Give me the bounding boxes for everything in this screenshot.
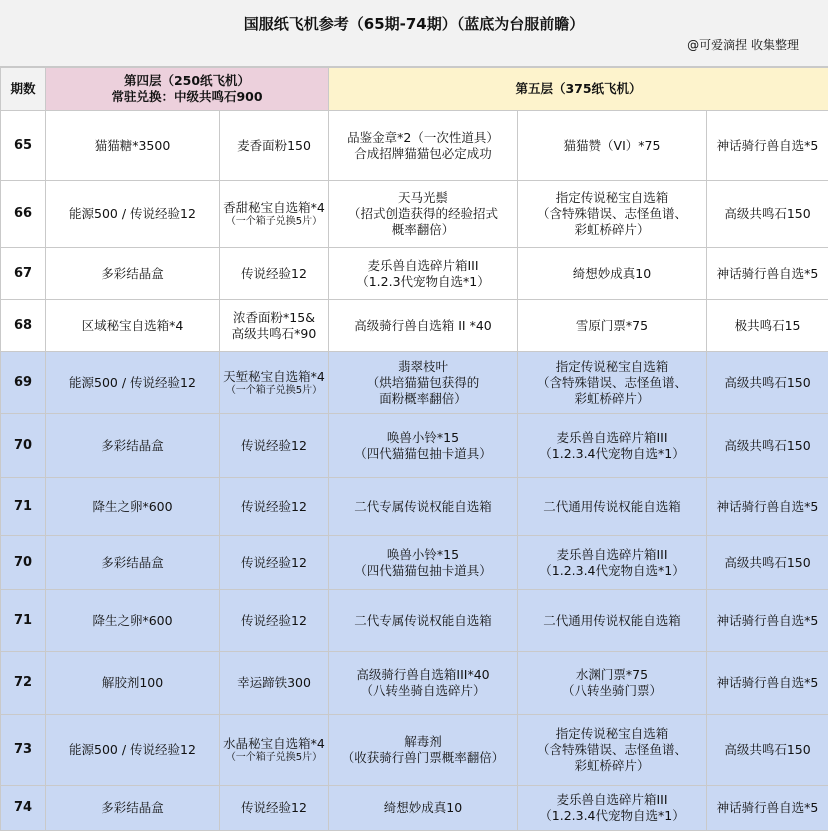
reward-text: 香甜秘宝自选箱*4 — [223, 200, 325, 215]
reward-text: 水晶秘宝自选箱*4 — [223, 736, 325, 751]
reward-text: 麦乐兽自选碎片箱III — [556, 792, 668, 807]
reward-text: （含特殊错误、志怪鱼谱、 — [536, 206, 687, 221]
period-cell: 73 — [1, 715, 46, 786]
tier5-reward-b-cell — [518, 414, 707, 478]
reward-text: 多彩结晶盒 — [101, 437, 164, 453]
tier5-reward-c-cell — [707, 181, 828, 248]
reward-text: 高级骑行兽自选箱III*40 — [356, 667, 490, 682]
tier5-reward-c-cell — [707, 300, 828, 352]
reward-text: 唤兽小铃*15 — [386, 429, 460, 445]
reward-text: 传说经验12 — [241, 800, 307, 815]
table-row — [1, 248, 828, 300]
reward-text: 指定传说秘宝自选箱 — [555, 358, 669, 374]
tier4-reward-b-cell — [220, 652, 329, 715]
reward-text: 能源500 / 传说经验12 — [69, 742, 196, 757]
reward-text: 二代专属传说权能自选箱 — [354, 612, 492, 628]
reward-text: 传说经验12 — [241, 437, 307, 453]
tier5-reward-b-cell — [518, 590, 707, 652]
reward-text: 神话骑行兽自选*5 — [716, 675, 819, 690]
tier4-reward-a-cell — [46, 111, 220, 181]
reward-text: （四代猫猫包抽卡道具） — [354, 445, 492, 461]
tier4-reward-a-cell — [46, 352, 220, 414]
reward-text: 猫猫赞（VI）*75 — [563, 137, 661, 153]
reward-text: 高级共鸣石150 — [724, 554, 811, 570]
tier5-reward-b-cell — [518, 181, 707, 248]
reward-text: 麦乐兽自选碎片箱III — [556, 546, 668, 562]
tier4-reward-a-cell — [46, 478, 220, 536]
reward-text: 高级共鸣石*90 — [231, 325, 317, 341]
reward-text: 唤兽小铃*15 — [386, 546, 460, 562]
reward-text: 麦乐兽自选碎片箱III — [556, 429, 668, 445]
reward-text: 天堑秘宝自选箱*4 — [223, 368, 325, 384]
tier5-reward-b-cell — [518, 352, 707, 414]
tier5-reward-c-cell — [707, 478, 828, 536]
reward-text: （1.2.3代宠物自选*1） — [356, 273, 490, 289]
tier4-reward-b-cell — [220, 300, 329, 352]
tier5-reward-c-cell — [707, 536, 828, 590]
reward-text: 神话骑行兽自选*5 — [716, 800, 819, 815]
tier5-reward-b-cell — [518, 536, 707, 590]
tier5-reward-c-cell — [707, 652, 828, 715]
period-cell: 67 — [1, 248, 46, 300]
reward-text: 面粉概率翻倍） — [379, 390, 467, 406]
reward-text: （含特殊错误、志怪鱼谱、 — [536, 742, 687, 757]
tier4-reward-a-cell — [46, 652, 220, 715]
tier4-column-header — [46, 68, 329, 111]
tier4-header-title: 第四层（250纸飞机） — [123, 73, 251, 88]
reward-text: 麦香面粉150 — [237, 137, 311, 153]
table-row — [1, 414, 828, 478]
tier5-reward-b-cell — [518, 786, 707, 831]
tier4-reward-b-cell — [220, 352, 329, 414]
tier4-reward-b-cell — [220, 536, 329, 590]
tier5-reward-c-cell — [707, 352, 828, 414]
reward-text: 品鉴金章*2（一次性道具） — [347, 129, 499, 145]
reward-text: 绮想妙成真10 — [383, 800, 463, 815]
table-row — [1, 181, 828, 248]
reward-text: 传说经验12 — [241, 498, 307, 514]
reward-text: 彩虹桥碎片） — [574, 222, 650, 237]
table-row — [1, 652, 828, 715]
reward-text: （1.2.3.4代宠物自选*1） — [539, 808, 685, 823]
reward-text: （一个箱子兑换5片） — [225, 752, 323, 763]
reward-text: 绮想妙成真10 — [572, 265, 652, 281]
tier5-reward-a-cell — [329, 590, 518, 652]
tier5-reward-a-cell — [329, 652, 518, 715]
table-row — [1, 786, 828, 831]
table-row — [1, 111, 828, 181]
tier4-reward-b-cell — [220, 181, 329, 248]
reward-text: （一个箱子兑换5片） — [225, 216, 323, 227]
tier5-reward-a-cell — [329, 786, 518, 831]
tier4-reward-b-cell — [220, 414, 329, 478]
reward-text: 能源500 / 传说经验12 — [69, 206, 196, 221]
reward-text: 神话骑行兽自选*5 — [716, 498, 819, 514]
tier5-reward-b-cell — [518, 248, 707, 300]
reward-text: （招式创造获得的经验招式 — [347, 206, 498, 221]
tier4-reward-b-cell — [220, 478, 329, 536]
tier4-reward-b-cell — [220, 590, 329, 652]
tier4-reward-b-cell — [220, 715, 329, 786]
period-cell: 70 — [1, 536, 46, 590]
reward-text: 神话骑行兽自选*5 — [716, 137, 819, 153]
period-cell: 72 — [1, 652, 46, 715]
tier4-reward-b-cell — [220, 248, 329, 300]
table-row — [1, 536, 828, 590]
reward-text: 天马光鬃 — [397, 190, 448, 205]
reward-text: 浓香面粉*15& — [233, 309, 315, 325]
period-cell: 69 — [1, 352, 46, 414]
reward-text: 神话骑行兽自选*5 — [716, 612, 819, 628]
reward-text: （四代猫猫包抽卡道具） — [354, 562, 492, 578]
reward-text: 二代专属传说权能自选箱 — [354, 498, 492, 514]
reward-text: 极共鸣石15 — [734, 317, 801, 333]
tier5-reward-a-cell — [329, 181, 518, 248]
tier5-reward-c-cell — [707, 248, 828, 300]
tier5-reward-a-cell — [329, 478, 518, 536]
reward-text: 猫猫糖*3500 — [94, 137, 171, 153]
reward-text: 降生之卵*600 — [92, 612, 173, 628]
tier5-reward-b-cell — [518, 111, 707, 181]
reward-text: （1.2.3.4代宠物自选*1） — [539, 562, 685, 578]
reward-text: 彩虹桥碎片） — [574, 390, 650, 406]
table-row — [1, 715, 828, 786]
table-row — [1, 300, 828, 352]
period-cell: 70 — [1, 414, 46, 478]
tier5-reward-b-cell — [518, 300, 707, 352]
reward-text: 多彩结晶盒 — [101, 800, 164, 815]
reward-text: 彩虹桥碎片） — [574, 758, 650, 773]
period-cell: 68 — [1, 300, 46, 352]
reward-text: 指定传说秘宝自选箱 — [555, 190, 669, 205]
reward-text: 传说经验12 — [241, 612, 307, 628]
tier5-column-header: 第五层（375纸飞机） — [329, 68, 828, 111]
reward-text: 解胶剂100 — [101, 675, 164, 690]
reward-text: 指定传说秘宝自选箱 — [555, 726, 669, 741]
sheet-title: 国服纸飞机参考（65期-74期）（蓝底为台服前瞻） — [243, 15, 585, 33]
reward-text: 多彩结晶盒 — [101, 265, 164, 281]
tier5-reward-a-cell — [329, 536, 518, 590]
tier5-reward-a-cell — [329, 352, 518, 414]
reward-text: 高级共鸣石150 — [724, 742, 811, 757]
reward-text: 解毒剂 — [404, 734, 442, 749]
tier4-reward-b-cell — [220, 111, 329, 181]
reward-text: 麦乐兽自选碎片箱III — [367, 257, 479, 273]
reward-text: 高级共鸣石150 — [724, 437, 811, 453]
reward-text: （1.2.3.4代宠物自选*1） — [539, 445, 685, 461]
reward-text: 概率翻倍） — [391, 222, 455, 237]
reward-table — [0, 67, 828, 831]
reward-text: 多彩结晶盒 — [101, 554, 164, 570]
reward-text: 传说经验12 — [241, 554, 307, 570]
reward-text: （收获骑行兽门票概率翻倍） — [341, 750, 505, 765]
reward-text: （八转坐骑自选碎片） — [360, 683, 486, 698]
reward-text: 二代通用传说权能自选箱 — [543, 612, 681, 628]
tier5-reward-c-cell — [707, 590, 828, 652]
period-cell: 74 — [1, 786, 46, 831]
tier4-reward-a-cell — [46, 715, 220, 786]
tier5-reward-a-cell — [329, 248, 518, 300]
period-cell: 71 — [1, 478, 46, 536]
reward-text: （烘培猫猫包获得的 — [366, 374, 480, 390]
tier5-reward-a-cell — [329, 715, 518, 786]
reward-text: 传说经验12 — [241, 265, 307, 281]
tier5-reward-c-cell — [707, 715, 828, 786]
tier5-reward-a-cell — [329, 414, 518, 478]
tier5-reward-c-cell — [707, 414, 828, 478]
reward-text: （一个箱子兑换5片） — [225, 384, 323, 396]
period-cell: 66 — [1, 181, 46, 248]
reward-text: 区域秘宝自选箱*4 — [81, 317, 184, 333]
tier5-reward-c-cell — [707, 111, 828, 181]
tier4-header-subtitle: 常驻兑换：中级共鸣石900 — [111, 89, 263, 104]
reward-text: （八转坐骑门票） — [561, 683, 662, 698]
reward-text: 神话骑行兽自选*5 — [716, 265, 819, 281]
reward-text: （含特殊错误、志怪鱼谱、 — [536, 374, 687, 390]
tier5-reward-a-cell — [329, 300, 518, 352]
reward-text: 降生之卵*600 — [92, 498, 173, 514]
table-row — [1, 352, 828, 414]
period-cell: 71 — [1, 590, 46, 652]
author-credit: @可爱滴捏 收集整理 — [687, 38, 799, 52]
tier4-reward-a-cell — [46, 536, 220, 590]
tier5-reward-c-cell — [707, 786, 828, 831]
reward-text: 水渊门票*75 — [575, 667, 649, 682]
reward-text: 能源500 / 传说经验12 — [69, 374, 196, 390]
table-row — [1, 590, 828, 652]
sheet-header — [0, 0, 828, 67]
reward-text: 幸运蹄铁300 — [237, 675, 311, 690]
tier4-reward-b-cell — [220, 786, 329, 831]
tier5-reward-b-cell — [518, 478, 707, 536]
tier5-reward-b-cell — [518, 652, 707, 715]
reward-text: 高级共鸣石150 — [724, 374, 811, 390]
reward-text: 翡翠枝叶 — [397, 358, 448, 374]
tier4-reward-a-cell — [46, 590, 220, 652]
reward-text: 合成招牌猫猫包必定成功 — [354, 145, 492, 161]
reward-text: 二代通用传说权能自选箱 — [543, 498, 681, 514]
table-row — [1, 478, 828, 536]
tier4-reward-a-cell — [46, 786, 220, 831]
period-cell: 65 — [1, 111, 46, 181]
tier4-reward-a-cell — [46, 181, 220, 248]
tier5-reward-b-cell — [518, 715, 707, 786]
reward-text: 高级共鸣石150 — [724, 206, 811, 221]
tier5-reward-a-cell — [329, 111, 518, 181]
tier4-reward-a-cell — [46, 248, 220, 300]
period-column-header: 期数 — [1, 68, 46, 111]
column-header-row — [1, 68, 828, 111]
tier4-reward-a-cell — [46, 414, 220, 478]
reward-text: 雪原门票*75 — [575, 317, 649, 333]
reward-text: 高级骑行兽自选箱 II *40 — [354, 317, 492, 333]
tier4-reward-a-cell — [46, 300, 220, 352]
